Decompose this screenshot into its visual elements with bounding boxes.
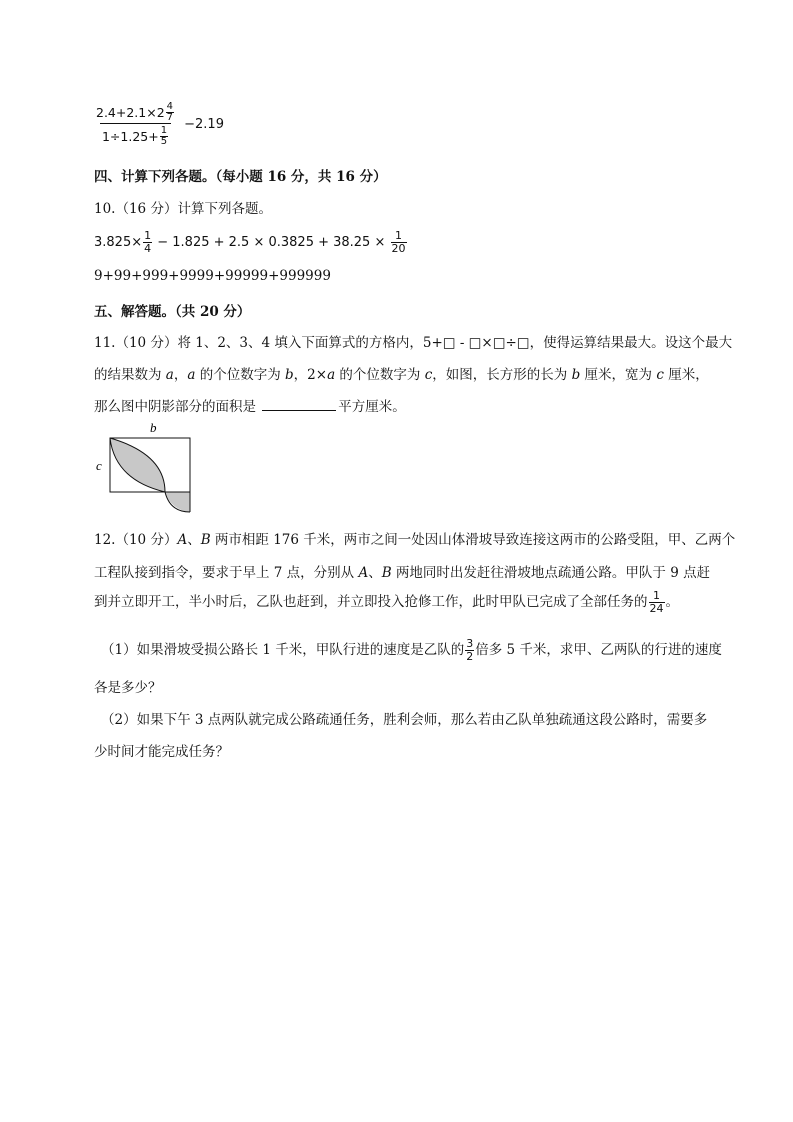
label-b: b	[150, 420, 157, 435]
sub1-b: 倍多 5 千米，求甲、乙两队的行进的速度	[475, 642, 722, 658]
q12-number: 12.（10 分）	[94, 532, 178, 548]
question-12-line-1	[94, 528, 735, 548]
complex-fraction-numerator	[94, 102, 177, 123]
expr1-fraction-1	[143, 230, 152, 255]
expr1-f2-num: 1	[395, 229, 402, 242]
q11-line2-d: ，2×	[293, 367, 328, 383]
question-12-sub-2: （2）如果下午 3 点两队就完成公路疏通任务，胜利会师，那么若由乙队单独疏通这段公路时，需要多	[101, 712, 708, 728]
q11-line3-b: 平方厘米。	[338, 399, 406, 415]
question-12-line-3	[94, 590, 679, 615]
expr1-f1-num: 1	[144, 229, 152, 242]
city-a: A	[177, 532, 188, 548]
q11-line2-e: 的个位数字为	[335, 367, 425, 383]
city-a-2: A	[358, 565, 369, 581]
complex-fraction-denominator	[100, 123, 171, 147]
sub1-frac-num: 3	[466, 637, 474, 650]
var-a: a	[165, 367, 174, 383]
q12-line1-rest: 两市相距 176 千米，两市之间一处因山体滑坡导致连接这两市的公路受阻，甲、乙两个	[210, 532, 736, 548]
question-10-expression-1	[94, 230, 408, 255]
var-b: b	[285, 367, 294, 383]
expr1-part-a: 3.825×	[94, 235, 143, 250]
mixed-fraction-den: 7	[166, 112, 174, 123]
q12-line3-end: 。	[665, 594, 679, 610]
q12-fraction-1-24	[649, 590, 665, 615]
question-12-sub-2-cont: 少时间才能完成任务？	[94, 744, 229, 760]
q11-line2-b: ，	[173, 367, 188, 383]
sub1-a: （1）如果滑坡受损公路长 1 千米，甲队行进的速度是乙队的	[101, 642, 465, 658]
section-heading-4: 四、计算下列各题。（每小题 16 分，共 16 分）	[94, 169, 387, 185]
question-11-line-3	[94, 395, 406, 415]
city-b-2: B	[381, 565, 392, 581]
var-c-2: c	[656, 367, 664, 383]
q12-line2-a: 工程队接到指令，要求于早上 7 点，分别从	[94, 565, 359, 581]
question-12-sub-1	[101, 638, 722, 663]
q11-line3-a: 那么图中阴影部分的面积是	[94, 399, 261, 415]
q11-line2-h: 厘米，	[663, 367, 709, 383]
question-10-expression-2: 9+99+999+9999+99999+999999	[94, 268, 331, 284]
expression-top	[94, 102, 224, 147]
q12-line3-a: 到并立即开工，半小时后，乙队也赶到，并立即投入抢修工作，此时甲队已完成了全部任务的	[94, 594, 648, 610]
expression-tail: −2.19	[184, 117, 224, 132]
q12-sep: 、	[187, 532, 201, 548]
numerator-text: 2.4+2.1×2	[96, 105, 165, 120]
shaded-area-figure	[90, 418, 200, 513]
mixed-fraction-num: 4	[166, 101, 174, 112]
complex-fraction	[94, 102, 177, 147]
frac-den: 24	[649, 602, 664, 615]
denominator-fraction	[160, 126, 168, 147]
expr1-f2-den: 20	[391, 242, 406, 255]
question-11-line-1: 11.（10 分）将 1、2、3、4 填入下面算式的方格内，5+□ - □×□÷□，使得运算结果最大。设这个最大	[94, 335, 733, 351]
q12-sep-2: 、	[368, 565, 382, 581]
q11-line2-c: 的个位数字为	[195, 367, 286, 383]
label-c: c	[96, 458, 102, 473]
var-b-2: b	[571, 367, 581, 383]
frac-num: 1	[653, 589, 660, 602]
section-heading-5: 五、解答题。（共 20 分）	[94, 304, 251, 320]
q11-line2-a: 的结果数为	[94, 367, 166, 383]
question-11-line-2	[94, 363, 709, 383]
q12-line2-b: 两地同时出发赶往滑坡地点疏通公路。甲队于 9 点赶	[391, 565, 711, 581]
sub1-fraction-3-2	[465, 638, 474, 663]
question-12-line-2	[94, 561, 710, 581]
expr1-f1-den: 4	[144, 242, 152, 255]
var-a-2: a	[187, 367, 196, 383]
q11-line2-f: ，如图，长方形的长为	[432, 367, 572, 383]
city-b: B	[200, 532, 211, 548]
answer-blank[interactable]	[262, 397, 336, 411]
sub1-frac-den: 2	[466, 650, 474, 663]
var-a-3: a	[327, 367, 336, 383]
mixed-fraction	[166, 102, 174, 123]
expr1-part-b: − 1.825 + 2.5 × 0.3825 + 38.25 ×	[153, 235, 390, 250]
q11-line2-g: 厘米，宽为	[580, 367, 657, 383]
expr1-fraction-2	[391, 230, 407, 255]
denominator-text: 1÷1.25+	[101, 129, 159, 144]
var-c: c	[424, 367, 433, 383]
question-12-sub-1-cont: 各是多少？	[94, 680, 162, 696]
den-fraction-num: 1	[160, 125, 168, 136]
den-fraction-den: 5	[160, 136, 168, 147]
question-10-stem: 10.（16 分）计算下列各题。	[94, 201, 272, 217]
